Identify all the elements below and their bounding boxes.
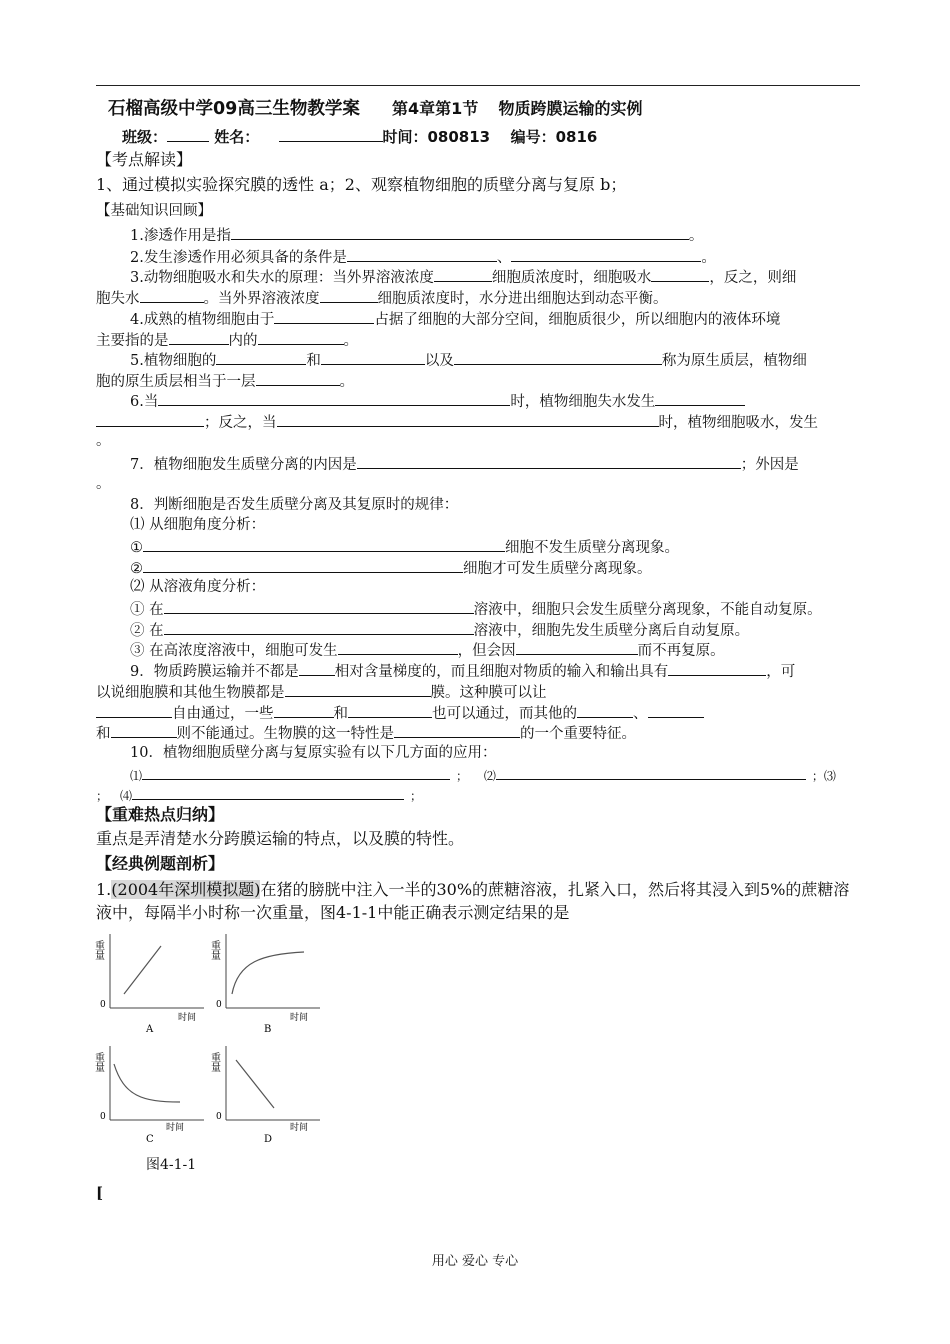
graph-a-label: A	[146, 1024, 154, 1035]
curve-a	[124, 946, 161, 994]
curve-c	[114, 1064, 180, 1102]
item-8-1: ⑴ 从细胞角度分析：	[130, 517, 266, 533]
example-line-2: 液中，每隔半小时称一次重量，图4-1-1中能正确表示测定结果的是	[96, 903, 570, 922]
item-8-2: ⑵ 从溶液角度分析：	[130, 579, 266, 595]
item-1: 1.渗透作用是指 。	[130, 225, 703, 245]
item-9-cont2: 自由通过，一些 和 也可以通过，而其他的 、	[96, 703, 704, 723]
item-8: 8．判断细胞是否发生质壁分离及其复原时的规律：	[130, 497, 459, 513]
svg-text:时间: 时间	[166, 1123, 185, 1133]
svg-text:时间: 时间	[178, 1013, 197, 1023]
school-title: 石榴高级中学09高三生物教学案	[108, 99, 360, 119]
item-9-cont1: 以说细胞膜和其他生物膜都是 膜。这种膜可以让	[96, 682, 547, 702]
svg-text:0: 0	[216, 1000, 222, 1010]
graph-a	[92, 928, 216, 1038]
header-info-line	[122, 127, 597, 146]
section-zhongnan: 【重难热点归纳】	[96, 805, 225, 824]
item-8-1a: ① 细胞不发生质壁分离现象。	[130, 537, 679, 557]
graph-d	[208, 1040, 332, 1150]
svg-text:时间: 时间	[290, 1123, 309, 1133]
kaodian-text: 1、通过模拟实验探究膜的透性 a；2、观察植物细胞的质壁分离与复原 b；	[96, 175, 627, 194]
time-label: 时间：080813	[382, 128, 491, 146]
item-3-cont: 胞失水 。当外界溶液浓度 细胞质浓度时，水分进出细胞达到动态平衡。	[96, 288, 668, 308]
figure-caption: 图4-1-1	[146, 1157, 197, 1173]
curve-d	[236, 1060, 274, 1108]
item-9: 9．物质跨膜运输并不都是 相对含量梯度的，而且细胞对物质的输入和输出具有 ，可	[130, 661, 795, 681]
item-8-1b: ② 细胞才可发生质壁分离现象。	[130, 558, 652, 578]
item-8-2a: ① 在 溶液中，细胞只会发生质壁分离现象，不能自动复原。	[130, 599, 822, 619]
svg-text:0: 0	[100, 1000, 106, 1010]
section-kaodian: 【考点解读】	[96, 150, 193, 169]
id-label: 编号：0816	[510, 128, 598, 146]
graph-b-label: B	[264, 1024, 272, 1035]
chapter-label: 第4章第1节	[392, 99, 479, 118]
graph-c	[92, 1040, 216, 1150]
item-6: 6.当 时，植物细胞失水发生	[130, 391, 745, 411]
example-source: (2004年深圳模拟题)	[111, 880, 261, 899]
item-6-cont: ；反之，当 时，植物细胞吸水，发生	[96, 412, 818, 432]
svg-text:重量: 重量	[208, 1052, 220, 1072]
item-6-end: 。	[96, 433, 111, 449]
page-footer: 用心 爱心 专心	[431, 1254, 519, 1269]
header-rule	[96, 85, 860, 86]
graph-d-label: D	[264, 1134, 273, 1145]
topic-label: 物质跨膜运输的实例	[498, 99, 643, 118]
open-bracket: [	[96, 1184, 104, 1202]
item-4-cont: 主要指的是 内的 。	[96, 330, 358, 350]
curve-b	[232, 952, 304, 994]
graph-b	[208, 928, 332, 1038]
item-10-2: ； ⑷ ；	[96, 785, 422, 805]
item-5-cont: 胞的原生质层相当于一层 。	[96, 371, 354, 391]
item-7-end: 。	[96, 476, 111, 492]
class-label: 班级：	[122, 128, 168, 146]
item-8-2b: ② 在 溶液中，细胞先发生质壁分离后自动复原。	[130, 620, 749, 640]
name-label: 姓名：	[214, 128, 260, 146]
item-9-cont3: 和 则不能通过。生物膜的这一特性是 的一个重要特征。	[96, 723, 636, 743]
svg-text:0: 0	[100, 1112, 106, 1122]
item-3: 3.动物细胞吸水和失水的原理：当外界溶液浓度 细胞质浓度时，细胞吸水 ，反之，则细	[130, 267, 796, 287]
section-jingdian: 【经典例题剖析】	[96, 854, 225, 873]
section-jichu: 【基础知识回顾】	[96, 203, 212, 219]
item-2: 2.发生渗透作用必须具备的条件是 、 。	[130, 247, 716, 267]
header-title-line	[108, 100, 643, 118]
svg-text:时间: 时间	[290, 1013, 309, 1023]
item-8-2c: ③ 在高浓度溶液中，细胞可发生 ，但会因 而不再复原。	[130, 640, 725, 660]
item-4: 4.成熟的植物细胞由于 占据了细胞的大部分空间，细胞质很少，所以细胞内的液体环境	[130, 309, 780, 329]
item-7: 7．植物细胞发生质壁分离的内因是 ；外因是	[130, 454, 799, 474]
item-5: 5.植物细胞的 和 以及 称为原生质层，植物细	[130, 350, 807, 370]
item-10: 10．植物细胞质壁分离与复原实验有以下几方面的应用：	[130, 745, 497, 761]
example-line-1: 1.(2004年深圳模拟题)在猪的膀胱中注入一半的30%的蔗糖溶液，扎紧入口，然后将其浸入到5%的蔗糖溶	[96, 880, 850, 899]
svg-text:0: 0	[216, 1112, 222, 1122]
graph-c-label: C	[146, 1134, 154, 1145]
svg-text:重量: 重量	[208, 940, 220, 960]
y-label-char: 重量	[92, 940, 104, 960]
svg-text:重量: 重量	[92, 1052, 104, 1072]
zhongnan-text: 重点是弄清楚水分跨膜运输的特点，以及膜的特性。	[96, 829, 465, 848]
item-10-1: ⑴ ； ⑵ ；⑶	[130, 765, 836, 785]
